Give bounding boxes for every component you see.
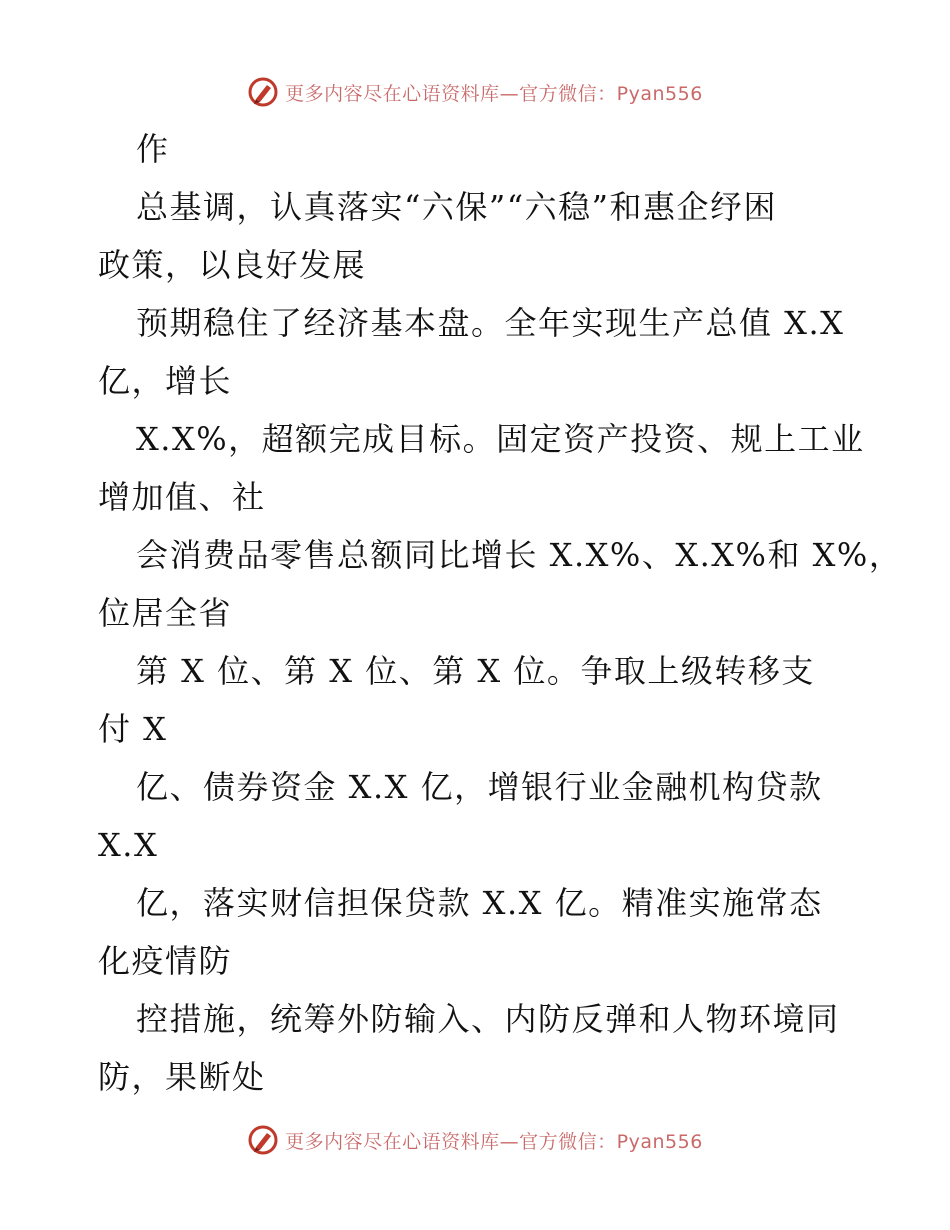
text-line: 防，果断处 — [98, 1058, 266, 1096]
header-watermark — [0, 72, 950, 112]
text-line: 会消费品零售总额同比增长 X.X%、X.X%和 X%， — [136, 536, 903, 574]
pen-logo-icon — [247, 1124, 279, 1156]
text-line: 第 X 位、第 X 位、第 X 位。争取上级转移支 — [136, 652, 815, 690]
text-line: 作 — [136, 130, 170, 168]
text-line: 位居全省 — [98, 594, 233, 632]
text-line: 亿、债券资金 X.X 亿，增银行业金融机构贷款 — [136, 768, 823, 806]
text-line: 付 X — [98, 710, 168, 748]
text-line: 预期稳住了经济基本盘。全年实现生产总值 X.X — [136, 304, 845, 342]
text-line: 亿，落实财信担保贷款 X.X 亿。精准实施常态 — [136, 884, 823, 922]
watermark-text: 更多内容尽在心语资料库—官方微信：Pyan556 — [285, 82, 703, 105]
footer-watermark — [0, 1120, 950, 1160]
text-line: 化疫情防 — [98, 942, 233, 980]
pen-logo-icon — [247, 76, 279, 108]
text-line: X.X — [98, 826, 159, 864]
watermark-text: 更多内容尽在心语资料库—官方微信：Pyan556 — [285, 1130, 703, 1153]
text-line: 增加值、社 — [98, 478, 266, 516]
text-line: 控措施，统筹外防输入、内防反弹和人物环境同 — [136, 1000, 840, 1038]
text-line: 政策，以良好发展 — [98, 246, 367, 284]
text-line: 亿，增长 — [98, 362, 233, 400]
text-line: 总基调，认真落实“六保”“六稳”和惠企纾困 — [136, 188, 777, 226]
document-body — [98, 120, 903, 1106]
text-line: X.X%，超额完成目标。固定资产投资、规上工业 — [136, 420, 865, 458]
